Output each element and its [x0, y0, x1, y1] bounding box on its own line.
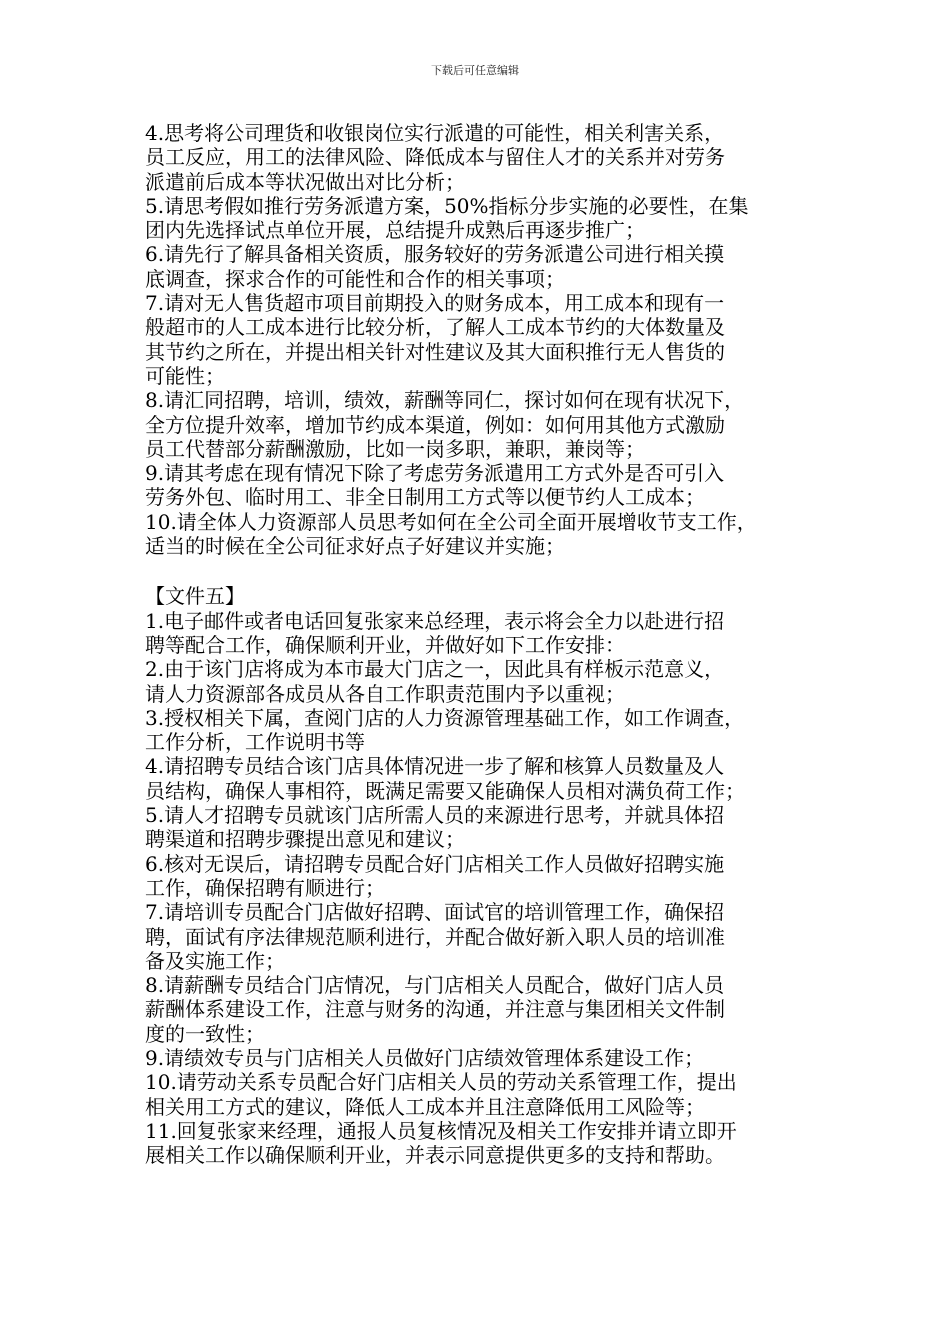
- text-line: 备及实施工作；: [145, 948, 285, 973]
- text-line: 9.请其考虑在现有情况下除了考虑劳务派遣用工方式外是否可引入: [145, 461, 725, 486]
- text-line: 聘等配合工作，确保顺利开业，并做好如下工作安排：: [145, 632, 625, 657]
- paragraph-gap: [145, 558, 821, 584]
- text-line: 工作分析，工作说明书等: [145, 730, 365, 755]
- text-line: 全方位提升效率，增加节约成本渠道，例如：如何用其他方式激励: [145, 412, 725, 437]
- section-title: 【文件五】: [145, 584, 245, 609]
- text-line: 聘，面试有序法律规范顺利进行，并配合做好新入职人员的培训准: [145, 924, 725, 949]
- text-line: 薪酬体系建设工作，注意与财务的沟通，并注意与集团相关文件制: [145, 997, 725, 1022]
- text-line: 5.请人才招聘专员就该门店所需人员的来源进行思考，并就具体招: [145, 803, 725, 828]
- section-file-five: [145, 584, 821, 1167]
- text-line: 相关用工方式的建议，降低人工成本并且注意降低用工风险等；: [145, 1094, 705, 1119]
- text-line: 4.思考将公司理货和收银岗位实行派遣的可能性，相关利害关系，: [145, 121, 725, 145]
- text-line: 7.请对无人售货超市项目前期投入的财务成本，用工成本和现有一: [145, 291, 725, 316]
- text-line: 度的一致性；: [145, 1021, 265, 1046]
- text-line: 10.请劳动关系专员配合好门店相关人员的劳动关系管理工作，提出: [145, 1070, 737, 1095]
- text-line: 展相关工作以确保顺利开业，并表示同意提供更多的支持和帮助。: [145, 1143, 725, 1168]
- text-line: 派遣前后成本等状况做出对比分析；: [145, 169, 465, 194]
- text-line: 员工反应，用工的法律风险、降低成本与留住人才的关系并对劳务: [145, 145, 725, 170]
- text-line: 9.请绩效专员与门店相关人员做好门店绩效管理体系建设工作；: [145, 1045, 705, 1070]
- text-line: 7.请培训专员配合门店做好招聘、面试官的培训管理工作，确保招: [145, 900, 725, 925]
- text-line: 6.请先行了解具备相关资质，服务较好的劳务派遣公司进行相关摸: [145, 242, 725, 267]
- text-line: 工作，确保招聘有顺进行；: [145, 875, 385, 900]
- text-line: 员工代替部分薪酬激励，比如一岗多职，兼职，兼岗等；: [145, 436, 645, 461]
- text-line: 11.回复张家来经理，通报人员复核情况及相关工作安排并请立即开: [145, 1118, 737, 1143]
- text-line: 2.由于该门店将成为本市最大门店之一，因此具有样板示范意义，: [145, 657, 725, 682]
- task-list-block: [145, 121, 821, 558]
- text-line: 3.授权相关下属，查阅门店的人力资源管理基础工作，如工作调查，: [145, 705, 745, 730]
- text-line: 10.请全体人力资源部人员思考如何在全公司全面开展增收节支工作，: [145, 509, 757, 534]
- text-line: 5.请思考假如推行劳务派遣方案，50%指标分步实施的必要性，在集: [145, 193, 749, 218]
- text-line: 6.核对无误后，请招聘专员配合好门店相关工作人员做好招聘实施: [145, 851, 725, 876]
- text-line: 适当的时候在全公司征求好点子好建议并实施；: [145, 534, 565, 559]
- text-line: 劳务外包、临时用工、非全日制用工方式等以便节约人工成本；: [145, 485, 705, 510]
- text-line: 员结构，确保人事相符，既满足需要又能确保人员相对满负荷工作；: [145, 778, 745, 803]
- page-header: 下载后可任意编辑: [431, 64, 519, 77]
- text-line: 团内先选择试点单位开展，总结提升成熟后再逐步推广；: [145, 218, 645, 243]
- text-line: 8.请汇同招聘，培训，绩效，薪酬等同仁，探讨如何在现有状况下，: [145, 388, 745, 413]
- text-line: 底调查，探求合作的可能性和合作的相关事项；: [145, 266, 565, 291]
- text-line: 8.请薪酬专员结合门店情况，与门店相关人员配合，做好门店人员: [145, 973, 725, 998]
- text-line: 请人力资源部各成员从各自工作职责范围内予以重视；: [145, 681, 625, 706]
- document-body: [145, 121, 821, 1167]
- text-line: 4.请招聘专员结合该门店具体情况进一步了解和核算人员数量及人: [145, 754, 725, 779]
- text-line: 般超市的人工成本进行比较分析，了解人工成本节约的大体数量及: [145, 315, 725, 340]
- text-line: 其节约之所在，并提出相关针对性建议及其大面积推行无人售货的: [145, 339, 725, 364]
- text-line: 1.电子邮件或者电话回复张家来总经理，表示将会全力以赴进行招: [145, 608, 725, 633]
- text-line: 聘渠道和招聘步骤提出意见和建议；: [145, 827, 465, 852]
- text-line: 可能性；: [145, 363, 225, 388]
